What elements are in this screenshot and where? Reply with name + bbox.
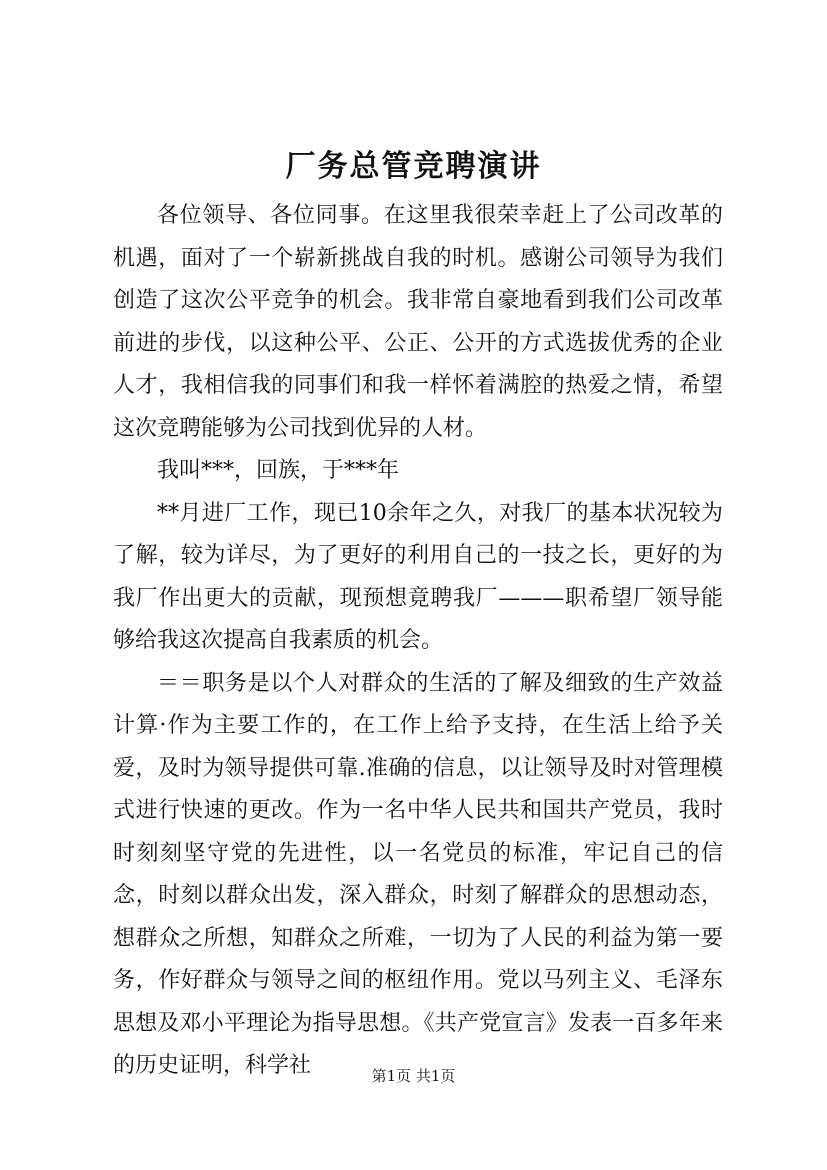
paragraph-duties: ＝＝职务是以个人对群众的生活的了解及细致的生产效益计算·作为主要工作的，在工作上给予支持，在生活上给予关爱，及时为领导提供可靠.准确的信息，以让领导及时对管理模式进行快速的更改。作为一名中华人民共和国共产党员，我时时刻刻坚守党的先进性，以一名党员的标准，牢记自己的信念，时刻以群众出发，深入群众，时刻了解群众的思想动态，想群众之所想，知群众之所难，一切为了人民的利益为第一要务，作好群众与领导之间的枢纽作用。党以马列主义、毛泽东思想及邓小平理论为指导思想。《共产党宣言》发表一百多年来的历史证明，科学社 <box>113 670 723 1078</box>
document-body <box>113 195 723 1088</box>
paragraph-work-history: **月进厂工作，现已10余年之久，对我厂的基本状况较为了解，较为详尽，为了更好的利用自己的一技之长，更好的为我厂作出更大的贡献，现预想竟聘我厂———职希望厂领导能够给我这次提高自我素质的机会。 <box>113 500 723 653</box>
paragraph-name: 我叫***，回族，于***年 <box>157 458 400 483</box>
paragraph-intro: 各位领导、各位同事。在这里我很荣幸赶上了公司改革的机遇，面对了一个崭新挑战自我的时机。感谢公司领导为我们创造了这次公平竞争的机会。我非常自豪地看到我们公司改革前进的步伐，以这种公平、公正、公开的方式选拔优秀的企业人才，我相信我的同事们和我一样怀着满腔的热爱之情，希望这次竞聘能够为公司找到优异的人材。 <box>113 203 723 441</box>
document-title: 厂务总管竞聘演讲 <box>285 149 542 184</box>
page-footer: 第1页 共1页 <box>371 1067 456 1085</box>
